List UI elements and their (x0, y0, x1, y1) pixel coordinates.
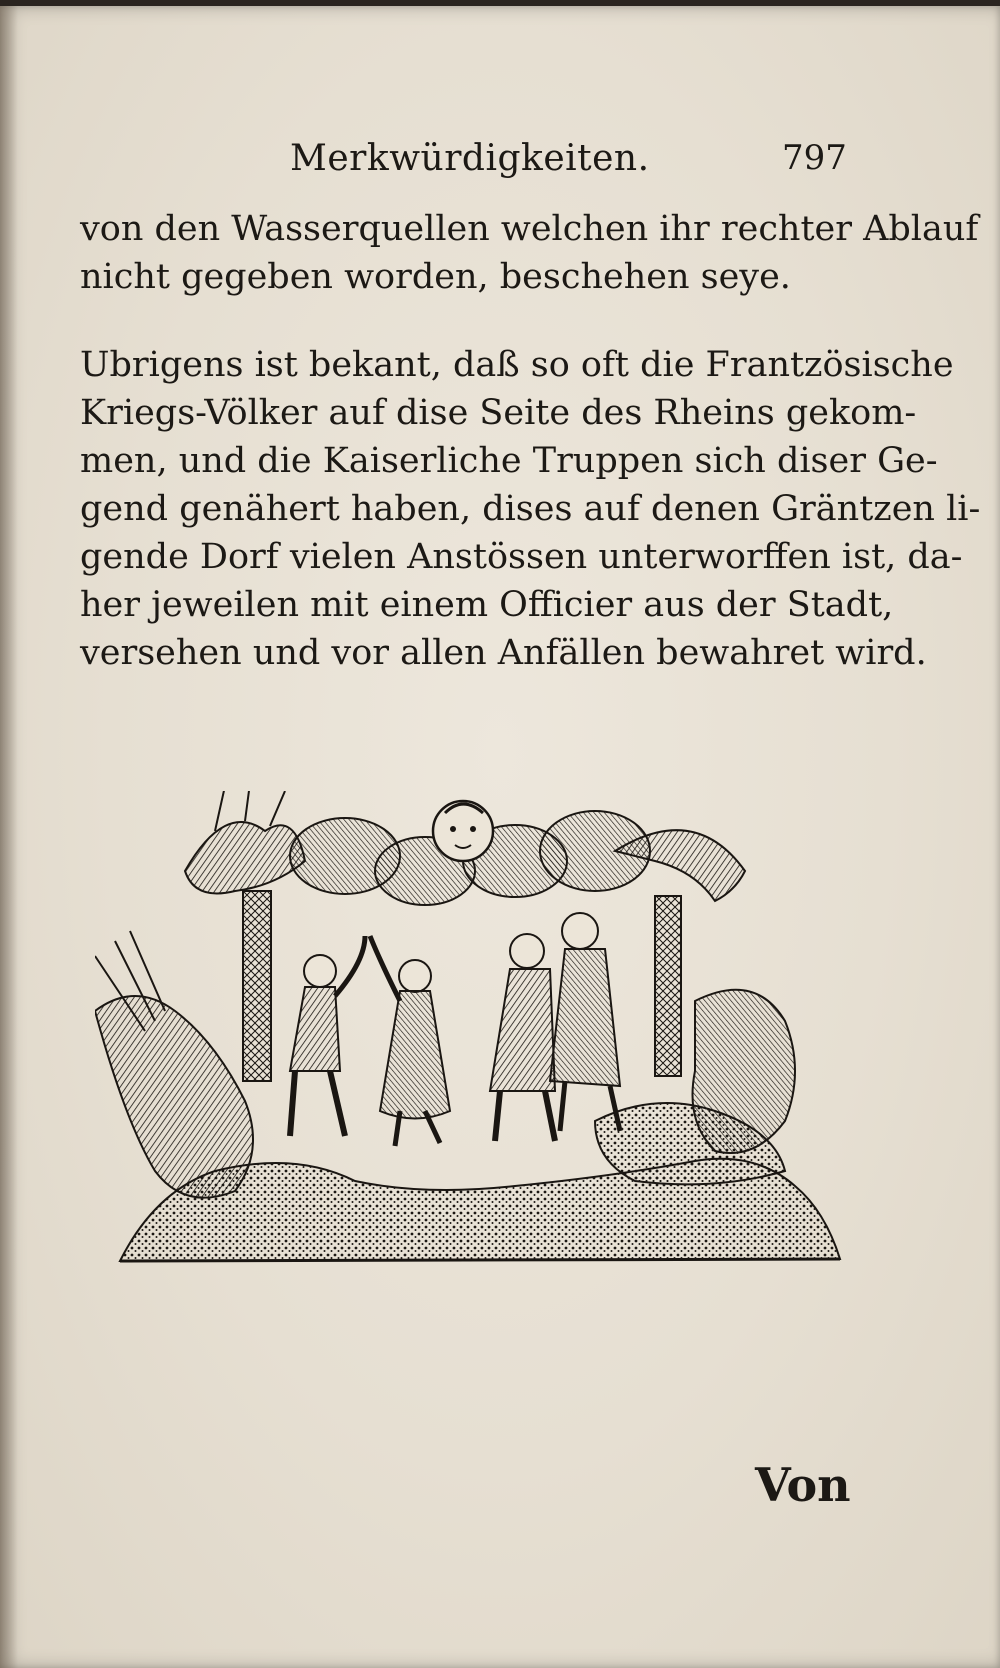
page-number: 797 (782, 138, 847, 178)
text-line: Ubrigens ist bekant, daß so oft die Frantzösische (80, 345, 954, 385)
text-line: von den Wasserquellen welchen ihr rechter Ablauf (80, 209, 979, 249)
text-line: men, und die Kaiserliche Truppen sich diser Ge- (80, 441, 938, 481)
text-line: gend genähert haben, dises auf denen Gräntzen li- (80, 489, 981, 529)
book-page (0, 6, 1000, 1668)
paragraph-1 (80, 205, 979, 301)
text-line: Kriegs-Völker auf dise Seite des Rheins gekom- (80, 393, 917, 433)
running-head: Merkwürdigkeiten. (290, 138, 650, 179)
paragraph-2 (80, 341, 981, 677)
catchword: Von (755, 1458, 851, 1512)
woodcut-illustration (95, 791, 855, 1281)
text-line: gende Dorf vielen Anstössen unterworffen ist, da- (80, 537, 963, 577)
text-line: her jeweilen mit einem Officier aus der Stadt, (80, 585, 894, 625)
text-line: versehen und vor allen Anfällen bewahret wird. (80, 633, 927, 673)
text-line: nicht gegeben worden, beschehen seye. (80, 257, 791, 297)
